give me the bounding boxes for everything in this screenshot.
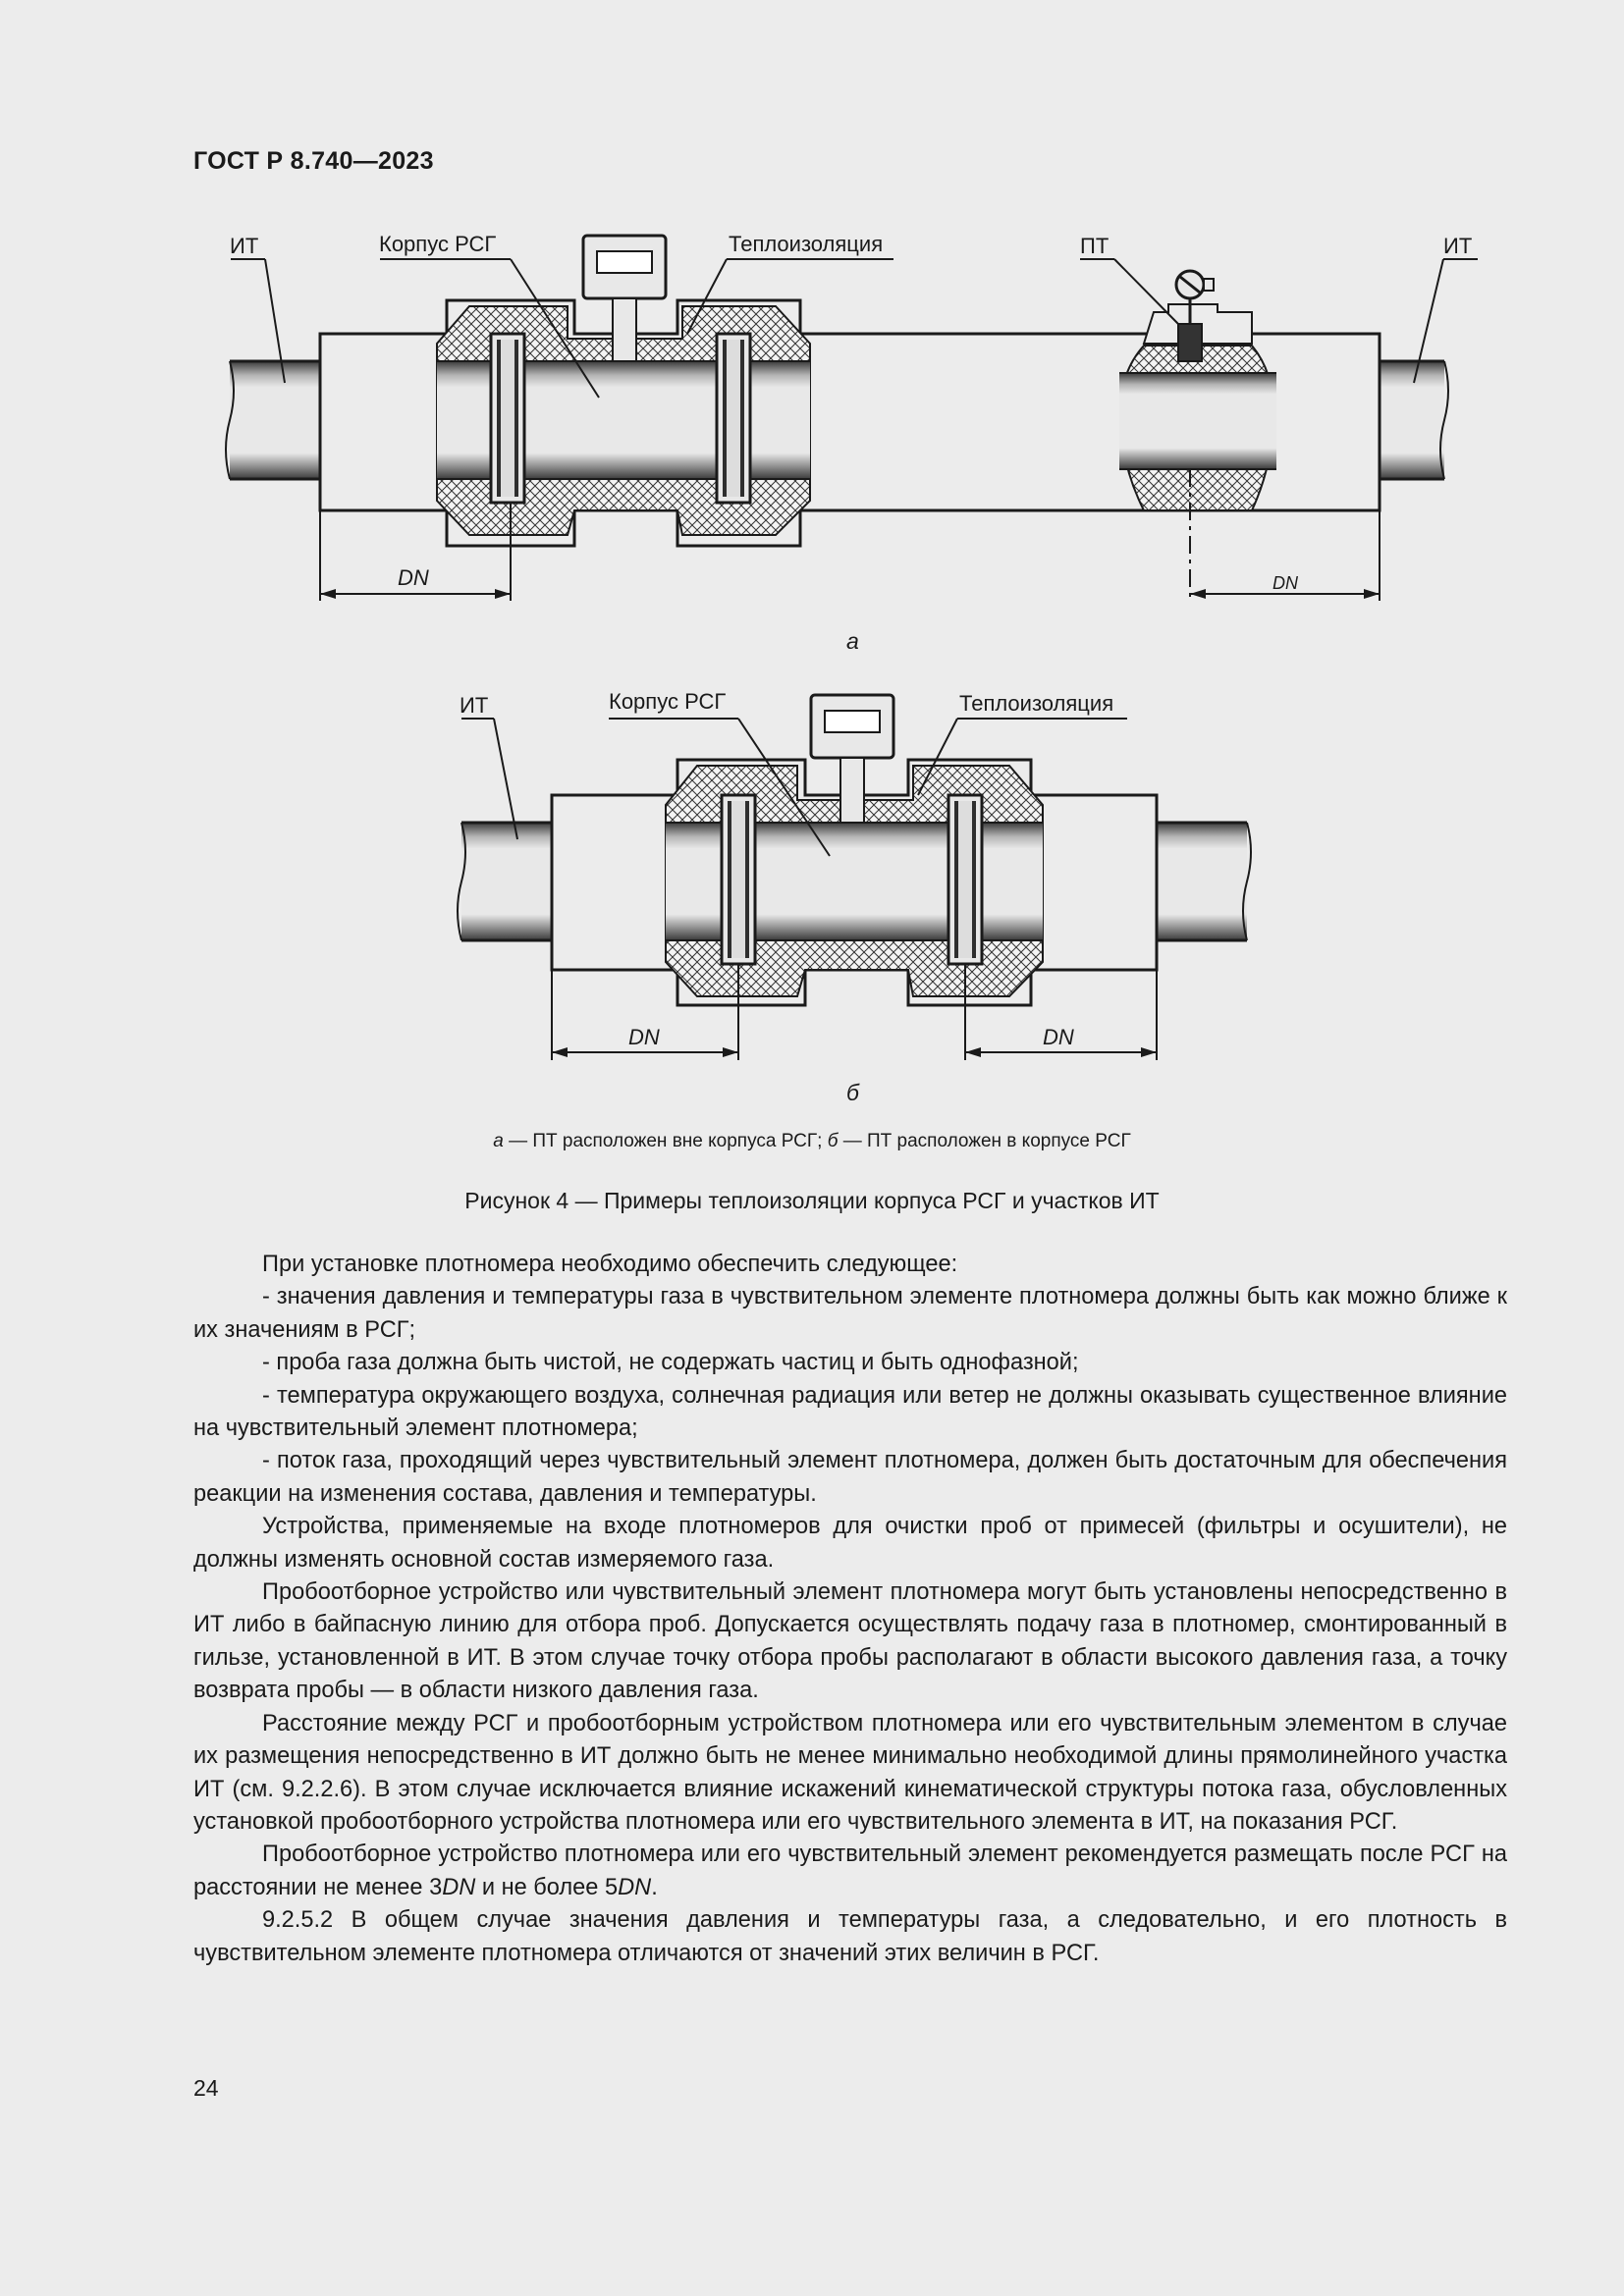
- label-insulation-b: Теплоизоляция: [959, 691, 1114, 716]
- pt-sensor: [1178, 324, 1202, 361]
- label-dn-right-a: DN: [1272, 573, 1298, 593]
- legend-b-key: б: [827, 1131, 839, 1151]
- label-it-left-b: ИТ: [460, 693, 489, 718]
- paragraph: - поток газа, проходящий через чувствительный элемент плотномера, должен быть достаточным для обеспечения реакции на изменения состава, давления и температуры.: [193, 1448, 1507, 1507]
- paragraph: Расстояние между РСГ и пробоотборным устройством плотномера или его чувствительным элементом в случае их размещения непосредственно в ИТ должно быть не менее минимально необходимой длины прямолинейного участка ИТ (см. 9.2.2.6). В этом случае исключается влияние искажений кинематической структуры потока газа, обусловленных установкой пробоотборного устройства плотномера или его чувствительного элемента в ИТ, на показания РСГ.: [193, 1710, 1507, 1835]
- label-housing-a: Корпус РСГ: [379, 232, 497, 256]
- label-dn-left-a: DN: [398, 565, 429, 590]
- label-pt-a: ПТ: [1080, 234, 1110, 258]
- p9-text-b: и не более 5: [475, 1874, 619, 1900]
- label-it-left-a: ИТ: [230, 234, 259, 258]
- p9-text-c: .: [651, 1874, 658, 1900]
- figure-b-sublabel: б: [846, 1080, 859, 1105]
- label-dn-left-b: DN: [628, 1025, 660, 1049]
- figure-caption: Рисунок 4 — Примеры теплоизоляции корпуса РСГ и участков ИТ: [464, 1188, 1160, 1213]
- label-housing-b: Корпус РСГ: [609, 689, 727, 714]
- label-it-right-a: ИТ: [1443, 234, 1473, 258]
- paragraph: 9.2.5.2 В общем случае значения давления и температуры газа, а следовательно, и его плотность в чувствительном элементе плотномера отличаются от значений этих величин в РСГ.: [193, 1907, 1507, 1966]
- label-insulation-a: Теплоизоляция: [729, 232, 884, 256]
- page-number: 24: [193, 2075, 219, 2101]
- paragraph: - значения давления и температуры газа в чувствительном элементе плотномера должны быть как можно ближе к их значениям в РСГ;: [193, 1284, 1507, 1343]
- figure-b: [458, 695, 1251, 1060]
- figure-drawing: [0, 0, 1624, 1119]
- figure-a: [226, 236, 1478, 601]
- figure-a-sublabel: а: [846, 628, 859, 654]
- document-header: ГОСТ Р 8.740—2023: [193, 147, 434, 175]
- legend-a-key: а: [493, 1131, 504, 1151]
- legend-a-text: — ПТ расположен вне корпуса РСГ;: [503, 1131, 828, 1151]
- paragraph: Пробоотборное устройство или чувствительный элемент плотномера могут быть установлены непосредственно в ИТ либо в байпасную линию для отбора проб. Допускается осуществлять подачу газа в плотномер, смонтированный в гильзе, установленной в ИТ. В этом случае точку отбора пробы располагают в области высокого давления газа, а точку возврата пробы — в области низкого давления газа.: [193, 1579, 1507, 1704]
- paragraph: При установке плотномера необходимо обеспечить следующее:: [262, 1252, 958, 1277]
- figure-legend: [0, 1131, 1624, 1152]
- pipe-right-a: [1380, 361, 1444, 479]
- paragraph: [193, 1839, 1507, 1904]
- legend-b-text: — ПТ расположен в корпусе РСГ: [838, 1131, 1131, 1151]
- paragraph: - температура окружающего воздуха, солнечная радиация или ветер не должны оказывать существенное влияние на чувствительный элемент плотномера;: [193, 1382, 1507, 1442]
- body-text: [193, 1249, 1507, 1970]
- p9-text-a: Пробоотборное устройство плотномера или его чувствительный элемент рекомендуется размещать после РСГ на расстоянии не менее 3: [193, 1842, 1507, 1900]
- p9-dn-1: DN: [442, 1874, 476, 1900]
- label-dn-right-b: DN: [1043, 1025, 1074, 1049]
- p9-dn-2: DN: [618, 1874, 652, 1900]
- paragraph: Устройства, применяемые на входе плотномеров для очистки проб от примесей (фильтры и осушители), не должны изменять основной состав измеряемого газа.: [193, 1514, 1507, 1573]
- pipe-left-a: [230, 361, 320, 479]
- paragraph: - проба газа должна быть чистой, не содержать частиц и быть однофазной;: [262, 1350, 1079, 1376]
